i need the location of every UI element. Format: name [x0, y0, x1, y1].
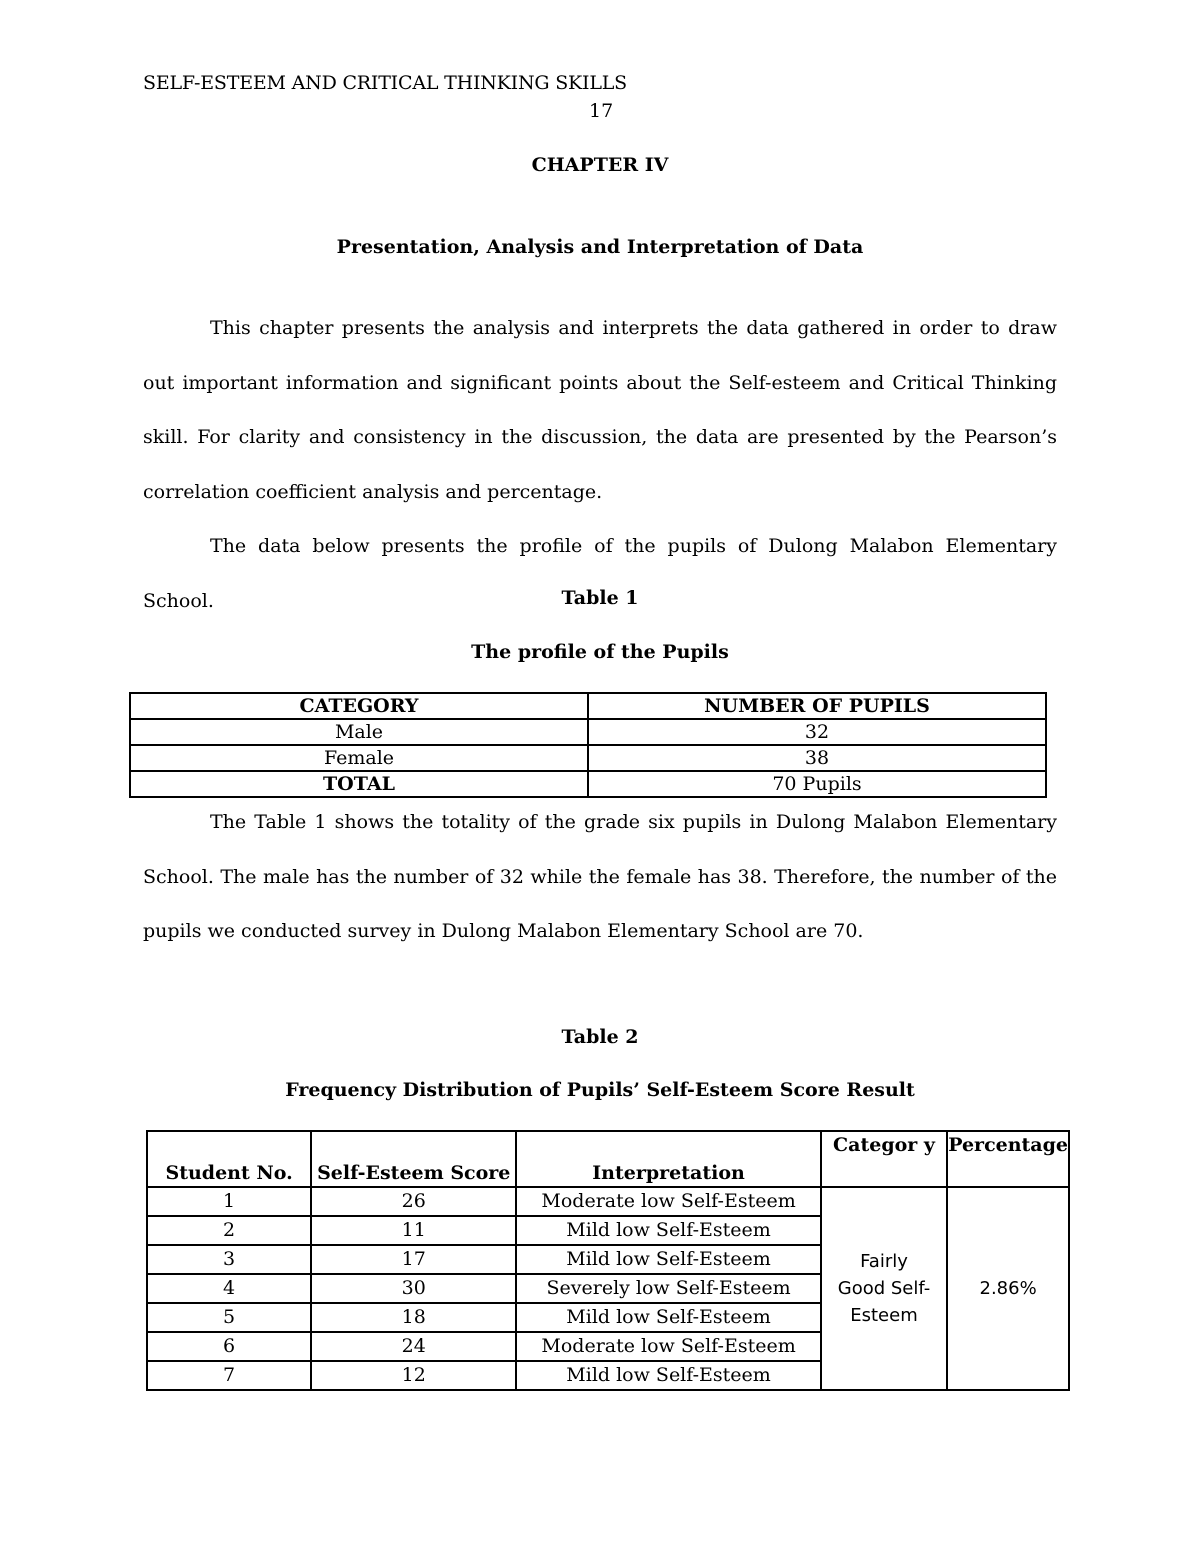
table-cell: 2	[147, 1216, 311, 1245]
column-header: Interpretation	[516, 1131, 821, 1187]
category-cell: Fairly Good Self-Esteem	[821, 1187, 947, 1390]
table-header-row	[130, 693, 1046, 719]
profile-sentence: The data below presents the profile of the pupils of Dulong Malabon Elementary School.	[143, 535, 1057, 612]
table-cell: Severely low Self-Esteem	[516, 1274, 821, 1303]
table-row	[130, 745, 1046, 771]
table-cell: 6	[147, 1332, 311, 1361]
percentage-cell: 2.86%	[947, 1187, 1069, 1390]
profile-table	[129, 692, 1047, 798]
table-cell: Mild low Self-Esteem	[516, 1245, 821, 1274]
table-cell: 7	[147, 1361, 311, 1390]
table-cell: 17	[311, 1245, 516, 1274]
table-row	[130, 719, 1046, 745]
table-row	[147, 1187, 1069, 1216]
table-cell: Moderate low Self-Esteem	[516, 1332, 821, 1361]
table-cell: Male	[130, 719, 588, 745]
table-cell: 4	[147, 1274, 311, 1303]
table-cell: 32	[588, 719, 1046, 745]
table-cell: 11	[311, 1216, 516, 1245]
running-head: SELF-ESTEEM AND CRITICAL THINKING SKILLS	[143, 72, 627, 94]
total-value: 70 Pupils	[588, 771, 1046, 797]
column-header: Categor y	[821, 1131, 947, 1187]
table-cell: 1	[147, 1187, 311, 1216]
table2-title: Frequency Distribution of Pupils’ Self-Esteem Score Result	[285, 1079, 915, 1101]
table1-label: Table 1	[561, 587, 639, 609]
page-number: 17	[589, 100, 614, 122]
column-header: CATEGORY	[130, 693, 588, 719]
table-cell: 12	[311, 1361, 516, 1390]
table-cell: 18	[311, 1303, 516, 1332]
table-cell: 5	[147, 1303, 311, 1332]
table1-discussion: The Table 1 shows the totality of the grade six pupils in Dulong Malabon Elementary School. The male has the number of 32 while the female has 38. Therefore, the number of the pupils we conducted survey in Dulong Malabon Elementary School are 70.	[143, 811, 1057, 942]
column-header: Percentage	[947, 1131, 1069, 1187]
total-label: TOTAL	[130, 771, 588, 797]
table-cell: Moderate low Self-Esteem	[516, 1187, 821, 1216]
self-esteem-table	[146, 1130, 1070, 1391]
table2-label: Table 2	[561, 1026, 639, 1048]
table-total-row	[130, 771, 1046, 797]
table-cell: 3	[147, 1245, 311, 1274]
intro-paragraph: This chapter presents the analysis and interprets the data gathered in order to draw out important information and significant points about the Self-esteem and Critical Thinking skill. For clarity and consistency in the discussion, the data are presented by the Pearson’s correlation coefficient analysis and percentage.	[143, 317, 1057, 503]
table-cell: Female	[130, 745, 588, 771]
column-header: Self-Esteem Score	[311, 1131, 516, 1187]
table-cell: 26	[311, 1187, 516, 1216]
table-cell: Mild low Self-Esteem	[516, 1216, 821, 1245]
table-cell: Mild low Self-Esteem	[516, 1303, 821, 1332]
table-header-row	[147, 1131, 1069, 1187]
chapter-subtitle: Presentation, Analysis and Interpretation of Data	[336, 236, 864, 258]
column-header: NUMBER OF PUPILS	[588, 693, 1046, 719]
table-cell: 38	[588, 745, 1046, 771]
table-cell: Mild low Self-Esteem	[516, 1361, 821, 1390]
table1-title: The profile of the Pupils	[471, 641, 729, 663]
table-cell: 30	[311, 1274, 516, 1303]
column-header: Student No.	[147, 1131, 311, 1187]
table-cell: 24	[311, 1332, 516, 1361]
chapter-title: CHAPTER IV	[531, 154, 669, 176]
